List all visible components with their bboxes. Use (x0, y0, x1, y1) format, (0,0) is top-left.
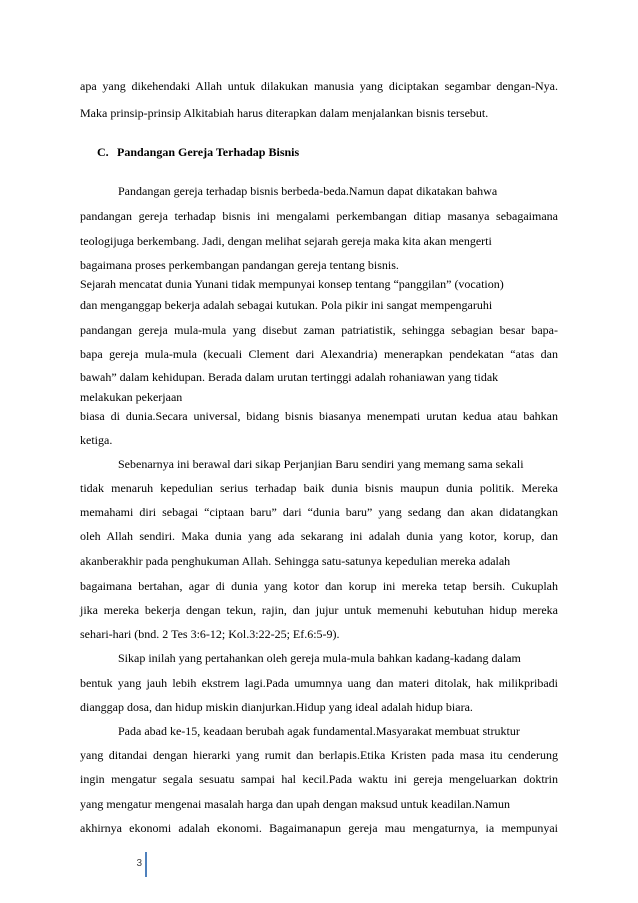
text-line: Sebenarnya ini berawal dari sikap Perjanjian Baru sendiri yang memang sama sekali (118, 457, 524, 471)
text-line: Pandangan gereja terhadap bisnis berbeda-beda.Namun dapat dikatakan bahwa (118, 184, 498, 198)
text-line: pandangan gereja terhadap bisnis ini mengalami perkembangan ditiap masanya sebagaimana (80, 209, 558, 223)
text-line: apa yang dikehendaki Allah untuk dilakukan manusia yang diciptakan segambar dengan-Nya. (80, 79, 558, 93)
text-line: akanberakhir pada penghukuman Allah. Sehingga satu-satunya kepedulian mereka adalah (80, 554, 511, 568)
page-number: 3 (136, 858, 142, 869)
text-line: bawah” dalam kehidupan. Berada dalam urutan tertinggi adalah rohaniawan yang tidak (80, 370, 499, 384)
text-line: Sejarah mencatat dunia Yunani tidak mempunyai konsep tentang “panggilan” (vocation) (80, 277, 504, 291)
text-line: yang mengatur mengenai masalah harga dan upah dengan maksud untuk keadilan.Namun (80, 797, 510, 811)
text-line: tidak menaruh kepedulian serius terhadap baik dunia bisnis maupun dunia politik. Mereka (80, 481, 558, 495)
text-line: biasa di dunia.Secara universal, bidang bisnis biasanya menempati urutan kedua atau bahkan (80, 409, 558, 423)
footer-divider (145, 852, 147, 877)
text-line: akhirnya ekonomi adalah ekonomi. Bagaimanapun gereja mau mengaturnya, ia mempunyai (80, 821, 558, 835)
text-line: jika mereka bekerja dengan tekun, rajin, dan jujur untuk memenuhi kebutuhan hidup mereka (80, 603, 558, 617)
section-label: C. (97, 145, 109, 159)
text-line: Maka prinsip-prinsip Alkitabiah harus diterapkan dalam menjalankan bisnis tersebut. (80, 106, 489, 120)
section-title: Pandangan Gereja Terhadap Bisnis (117, 145, 300, 159)
text-line: ketiga. (80, 433, 113, 447)
text-line: bagaimana bertahan, agar di dunia yang kotor dan korup ini mereka tetap bersih. Cukuplah (80, 579, 558, 593)
text-line: pandangan gereja mula-mula yang disebut zaman patriatistik, sehingga sebagian besar bapa- (80, 323, 558, 337)
text-line: bentuk yang jauh lebih ekstrem lagi.Pada umumnya uang dan materi ditolak, hak milikpribadi (80, 676, 558, 690)
section-heading (97, 144, 299, 160)
text-line: dianggap dosa, dan hidup miskin dianjurkan.Hidup yang ideal adalah hidup biara. (80, 700, 473, 714)
text-line: dan menganggap bekerja adalah sebagai kutukan. Pola pikir ini sangat mempengaruhi (80, 298, 493, 312)
text-line: sehari-hari (bnd. 2 Tes 3:6-12; Kol.3:22-25; Ef.6:5-9). (80, 627, 340, 641)
text-line: bapa gereja mula-mula (kecuali Clement dari Alexandria) menerapkan pendekatan “atas dan (80, 347, 558, 361)
text-line: Pada abad ke-15, keadaan berubah agak fundamental.Masyarakat membuat struktur (118, 724, 520, 738)
text-line: memahami diri sebagai “ciptaan baru” dari “dunia baru” yang sedang dan akan didatangkan (80, 505, 558, 519)
text-line: Sikap inilah yang pertahankan oleh gereja mula-mula bahkan kadang-kadang dalam (118, 651, 521, 665)
text-line: ingin mengatur segala sesuatu sampai hal kecil.Pada waktu ini gereja mengeluarkan doktrin (80, 772, 558, 786)
text-line: oleh Allah sendiri. Maka dunia yang ada sekarang ini adalah dunia yang kotor, korup, dan (80, 529, 558, 543)
text-line: teologijuga berkembang. Jadi, dengan melihat sejarah gereja maka kita akan mengerti (80, 234, 492, 248)
text-line: bagaimana proses perkembangan pandangan gereja tentang bisnis. (80, 258, 399, 272)
text-line: melakukan pekerjaan (80, 390, 183, 404)
text-line: yang ditandai dengan hierarki yang rumit dan berlapis.Etika Kristen pada masa itu cenderung (80, 748, 558, 762)
